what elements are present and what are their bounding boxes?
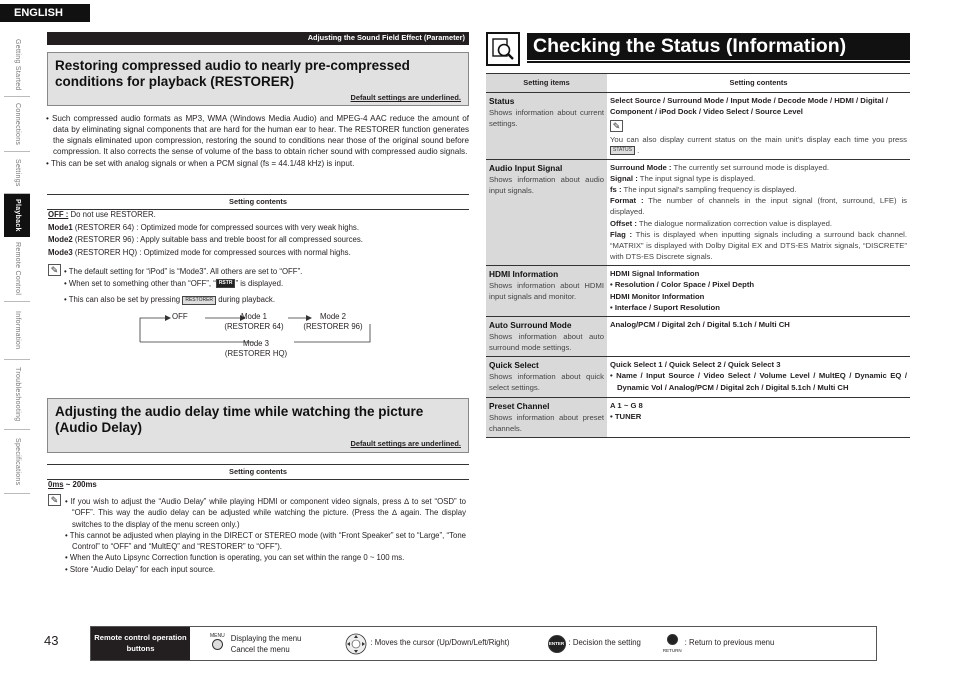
return-button-info: RETURN : Return to previous menu bbox=[663, 634, 774, 654]
cycle-off: OFF bbox=[172, 312, 188, 321]
side-tab-label: Information bbox=[13, 311, 21, 350]
side-tab-remote-control[interactable] bbox=[4, 237, 30, 302]
page-title: Checking the Status (Information) bbox=[527, 33, 910, 60]
table-row: Preset Channel Shows information about preset channels. A 1 ~ G 8 • TUNER bbox=[486, 397, 910, 437]
restorer-notes: • The default setting for “iPod” is “Mode3”. All others are set to “OFF”. • When set to something other than “OFF”, “ RSTR ” is displayed. • This can also be set by pressing RESTORER during playback. bbox=[64, 267, 303, 305]
audio-delay-range: 0ms ~ 200ms bbox=[48, 480, 97, 489]
cycle-mode1: Mode 1 (RESTORER 64) bbox=[224, 312, 284, 331]
side-tab-label: Settings bbox=[13, 158, 21, 187]
restorer-button-icon: RESTORER bbox=[182, 296, 216, 305]
setting-off: OFF : Do not use RESTORER. bbox=[48, 210, 156, 219]
note-icon: ✎ bbox=[48, 494, 61, 506]
side-tab-playback[interactable] bbox=[4, 194, 30, 237]
side-tab-information[interactable] bbox=[4, 302, 30, 360]
restorer-description bbox=[45, 113, 469, 169]
status-button-icon: STATUS bbox=[610, 146, 635, 155]
default-note: Default settings are underlined. bbox=[350, 439, 461, 449]
cursor-button-info: : Moves the cursor (Up/Down/Left/Right) bbox=[345, 633, 509, 655]
side-tab-label: Playback bbox=[13, 198, 21, 232]
audio-delay-notes: • If you wish to adjust the “Audio Delay” while playing HDMI or component video signals, press ∆ to set “OSD” to “OFF”. This way the audio delay can be adjusted while watching the picture. (Press the ∆ again. The display switches to the display of the menu screen only.) • This cannot be adjusted when playing in the DIRECT or STEREO mode (with “Front Speaker” set to “Large”, “Tone Control” to “OFF” and “MultEQ” and “RESTORER” to “OFF”). • When the Auto Lipsync Correction function is operating, you can set within the range 0 ~ 100 ms. • Store “Audio Delay” for each input source. bbox=[65, 497, 466, 574]
return-button-icon: RETURN bbox=[663, 634, 682, 654]
side-tab-label: Specifications bbox=[13, 437, 21, 486]
note-text: The default setting for “iPod” is “Mode3”. All others are set to “OFF”. bbox=[68, 267, 303, 276]
side-tab-troubleshooting[interactable] bbox=[4, 360, 30, 430]
audio-delay-title: Adjusting the audio delay time while watching the picture (Audio Delay) bbox=[55, 404, 424, 436]
setting-contents-header: Setting contents bbox=[47, 194, 469, 210]
table-row: Quick Select Shows information about quick select settings. Quick Select 1 / Quick Select 2 / Quick Select 3 • Name / Input Source / Video Select / Volume Level / MultEQ / Dynamic EQ / Dynamic Vol / Analog/PCM / Digital 2ch / Digital 5.1ch / Multi CH bbox=[486, 357, 910, 397]
page-number: 43 bbox=[44, 633, 59, 648]
setting-contents-header: Setting contents bbox=[47, 464, 469, 480]
setting-mode1: Mode1 (RESTORER 64) : Optimized mode for compressed sources with very weak highs. bbox=[48, 222, 359, 232]
side-tab-label: Remote Control bbox=[13, 242, 21, 296]
column-header-items: Setting items bbox=[486, 74, 607, 93]
side-tab-settings[interactable] bbox=[4, 152, 30, 194]
side-tab-label: Connections bbox=[13, 102, 21, 146]
restorer-heading-box bbox=[47, 52, 469, 106]
note-icon: ✎ bbox=[48, 264, 61, 276]
footer-label: Remote control operation buttons bbox=[91, 627, 190, 660]
restorer-settings bbox=[48, 209, 468, 259]
table-row: HDMI Information Shows information about HDMI input signals and monitor. HDMI Signal Information • Resolution / Color Space / Pixel Depth HDMI Monitor Information • Interface / Suport Resolution bbox=[486, 266, 910, 317]
cycle-mode3: Mode 3 (RESTORER HQ) bbox=[224, 339, 288, 358]
side-tab-connections[interactable] bbox=[4, 97, 30, 152]
cycle-mode2: Mode 2 (RESTORER 96) bbox=[303, 312, 363, 331]
menu-button-info: MENU Displaying the menu Cancel the menu bbox=[210, 633, 302, 654]
setting-mode2: Mode2 (RESTORER 96) : Apply suitable bass and treble boost for all compressed sources. bbox=[48, 235, 363, 244]
side-tab-label: Getting Started bbox=[13, 38, 21, 91]
table-row: Auto Surround Mode Shows information about auto surround mode settings. Analog/PCM / Digital 2ch / Digital 5.1ch / Multi CH bbox=[486, 316, 910, 356]
side-tab-getting-started[interactable] bbox=[4, 33, 30, 97]
table-row: Status Shows information about current settings. Select Source / Surround Mode / Input Mode / Decode Mode / HDMI / Digital / Component / iPod Dock / Video Select / Source Level ✎ You can also display current status on the main unit’s display each time you press STATUS . bbox=[486, 93, 910, 160]
restorer-title: Restoring compressed audio to nearly pre-compressed conditions for playback (RESTORER) bbox=[55, 58, 410, 90]
enter-button-icon: ENTER bbox=[548, 635, 566, 653]
menu-button-icon: MENU bbox=[210, 633, 225, 654]
status-table-wrap bbox=[486, 73, 910, 438]
remote-control-footer bbox=[90, 626, 877, 661]
default-note: Default settings are underlined. bbox=[350, 93, 461, 103]
enter-button-info: ENTER : Decision the setting bbox=[548, 635, 641, 653]
table-row: Audio Input Signal Shows information about audio input signals. Surround Mode : The currently set surround mode is displayed. Signal : The input signal type is displayed. fs : The input signal’s sampling frequency is displayed. Format : The number of channels in the input signal (front, surround, LFE) is displayed. Offset : The dialogue normalization correction value is displayed. Flag : This is displayed when inputting signals including a surround back channel. “MATRIX” is displayed with Dolby Digital EX and DTS-ES Matrix signals, “DISCRETE” with DTS-ES Discrete signals. bbox=[486, 159, 910, 265]
note-icon: ✎ bbox=[610, 120, 623, 132]
setting-mode3: Mode3 (RESTORER HQ) : Optimized mode for compressed sources with normal highs. bbox=[48, 247, 351, 257]
cursor-pad-icon bbox=[345, 633, 367, 655]
audio-delay-heading-box bbox=[47, 398, 469, 453]
side-tab-specifications[interactable] bbox=[4, 430, 30, 494]
column-header-contents: Setting contents bbox=[729, 78, 788, 87]
side-tab-label: Troubleshooting bbox=[13, 367, 21, 422]
language-label: ENGLISH bbox=[0, 4, 90, 22]
status-table bbox=[486, 73, 910, 438]
bullet-text: • This can be set with analog signals or when a PCM signal (fs = 44.1/48 kHz) is input. bbox=[46, 158, 355, 168]
magnifier-icon bbox=[486, 32, 520, 66]
bullet-text: • Such compressed audio formats as MP3, WMA (Windows Media Audio) and MPEG-4 AAC reduce the amount of data by eliminating signal components that are hard for the human ear to hear. The RESTORER function generates the signals eliminated upon compression, restoring the sound to conditions near those of the original sound before compression. It also corrects the sense of volume of the bass to obtain richer sound with compressed audio signals. bbox=[46, 114, 469, 157]
rstr-indicator-icon: RSTR bbox=[216, 279, 236, 288]
section-bar: Adjusting the Sound Field Effect (Parameter) bbox=[47, 32, 469, 45]
